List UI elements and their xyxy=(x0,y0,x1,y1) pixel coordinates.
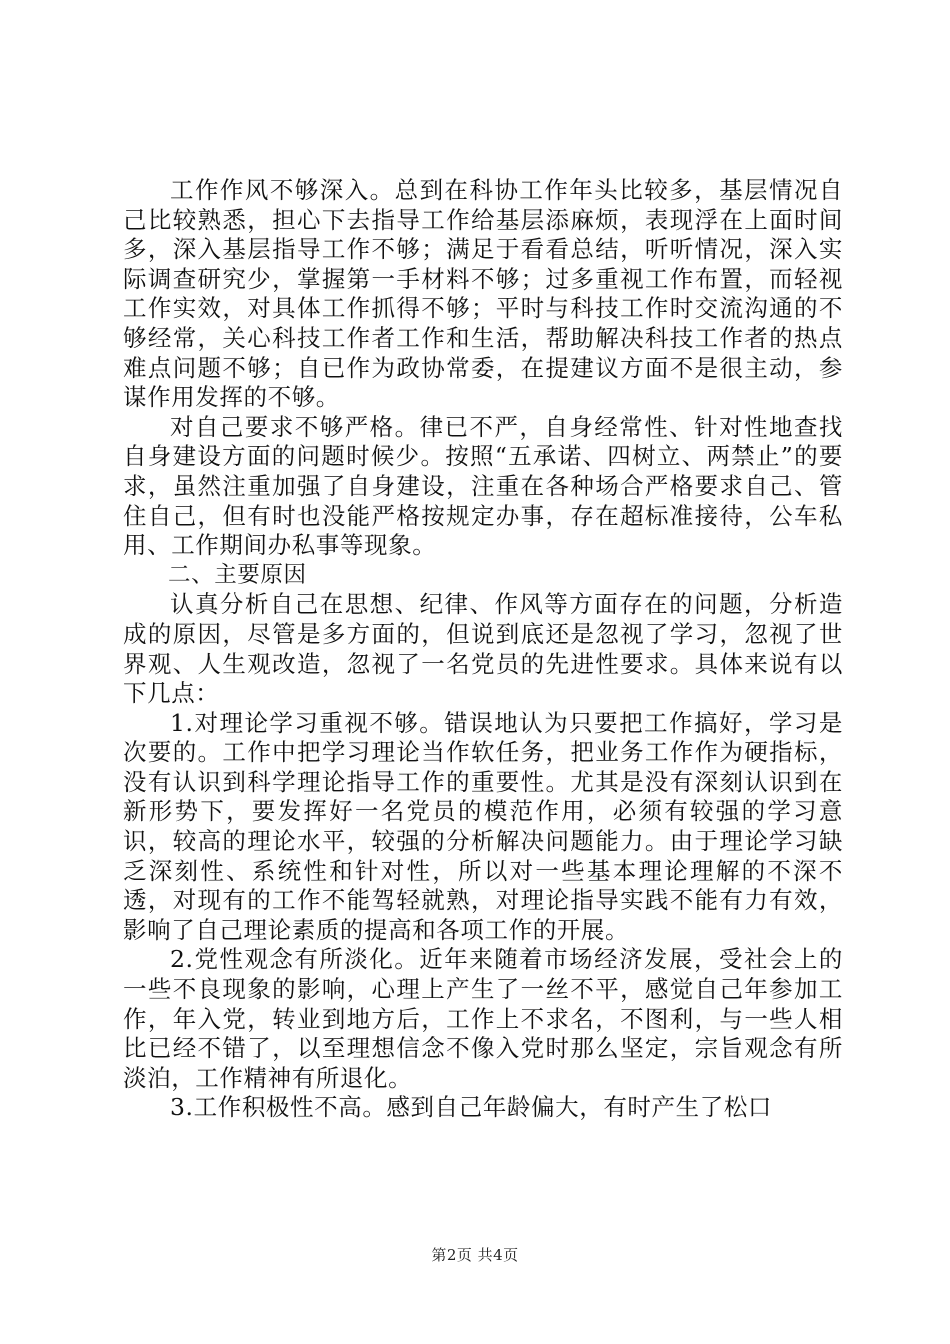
paragraph-cause-analysis: 认真分析自己在思想、纪律、作风等方面存在的问题，分析造成的原因，尽管是多方面的，但说到底还是忽视了学习，忽视了世界观、人生观改造，忽视了一名党员的先进性要求。具体来说有以下几点： xyxy=(123,590,843,708)
section-heading-main-causes: 二、主要原因 xyxy=(168,561,307,588)
paragraph-item-3-work-enthusiasm: 3.工作积极性不高。感到自己年龄偏大，有时产生了松口 xyxy=(170,1093,773,1122)
paragraph-item-2-party-spirit: 2.党性观念有所淡化。近年来随着市场经济发展，受社会上的一些不良现象的影响，心理上产生了一丝不平，感觉自己年参加工作，年入党，转业到地方后，工作上不求名，不图利，与一些人相比已经不错了，以至理想信念不像入党时那么坚定，宗旨观念有所淡泊，工作精神有所退化。 xyxy=(123,945,843,1092)
paragraph-work-style: 工作作风不够深入。总到在科协工作年头比较多，基层情况自己比较熟悉，担心下去指导工作给基层添麻烦，表现浮在上面时间多，深入基层指导工作不够；满足于看看总结，听听情况，深入实际调查研究少，掌握第一手材料不够；过多重视工作布置，而轻视工作实效，对具体工作抓得不够；平时与科技工作时交流沟通的不够经常，关心科技工作者工作和生活，帮助解决科技工作者的热点难点问题不够；自已作为政协常委，在提建议方面不是很主动，参谋作用发挥的不够。 xyxy=(123,176,843,412)
page-number-footer: 第2页 共4页 xyxy=(431,1246,519,1264)
paragraph-self-discipline: 对自己要求不够严格。律已不严，自身经常性、针对性地查找自身建设方面的问题时候少。按照“五承诺、四树立、两禁止”的要求，虽然注重加强了自身建设，注重在各种场合严格要求自己、管住自己，但有时也没能严格按规定办事，存在超标准接待，公车私用、工作期间办私事等现象。 xyxy=(123,412,843,560)
paragraph-item-1-theory-study: 1.对理论学习重视不够。错误地认为只要把工作搞好，学习是次要的。工作中把学习理论当作软任务，把业务工作作为硬指标，没有认识到科学理论指导工作的重要性。尤其是没有深刻认识到在新形势下，要发挥好一名党员的模范作用，必须有较强的学习意识，较高的理论水平，较强的分析解决问题能力。由于理论学习缺乏深刻性、系统性和针对性，所以对一些基本理论理解的不深不透，对现有的工作不能驾轻就熟，对理论指导实践不能有力有效，影响了自己理论素质的提高和各项工作的开展。 xyxy=(123,708,843,944)
document-body xyxy=(123,176,843,1123)
